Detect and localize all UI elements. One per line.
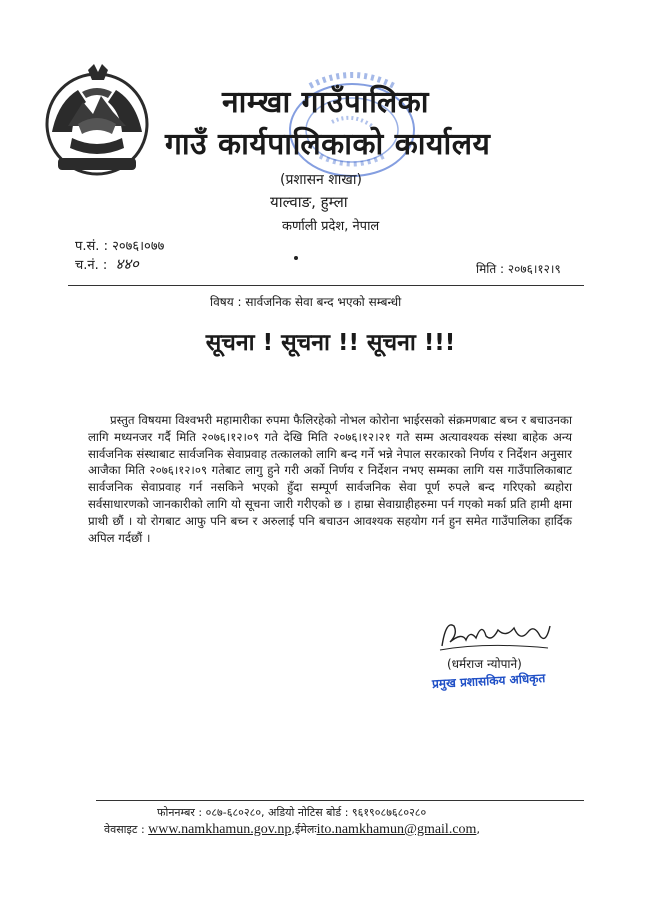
nepal-coat-of-arms-icon	[38, 62, 156, 180]
dispatch-number-value: ४४०	[115, 255, 139, 273]
municipality-name: नाम्खा गाउँपालिका	[222, 85, 430, 120]
footer-phone: फोननम्बर : ०८७-६८०२८०, अडियो नोटिस बोर्ड : ९६१९०८७६८०२८०	[157, 806, 427, 819]
letter-subject: विषय : सार्वजनिक सेवा बन्द भएको सम्बन्धी	[210, 295, 402, 309]
signatory-name: (धर्मराज न्योपाने)	[447, 657, 522, 671]
date-label: मिति :	[476, 262, 505, 276]
website-link[interactable]: www.namkhamun.gov.np	[148, 822, 292, 837]
office-name: गाउँ कार्यपालिकाको कार्यालय	[165, 127, 491, 162]
stray-mark	[294, 256, 298, 260]
email-label: ,ईमेलः	[291, 823, 317, 836]
notice-heading: सूचना ! सूचना !! सूचना !!!	[205, 330, 456, 356]
letter-date	[476, 260, 561, 277]
signatory-designation-stamp: प्रमुख प्रशासकिय अधिकृत	[431, 671, 546, 691]
footer-trailing: ,	[476, 823, 480, 836]
date-value: २०७६।१२।९	[507, 262, 561, 276]
ref-number-label: प.सं. :	[75, 239, 108, 254]
handwritten-signature	[436, 612, 554, 656]
footer-contact	[104, 822, 480, 838]
ref-number-value: २०७६।०७७	[112, 239, 165, 254]
header-divider	[68, 285, 584, 286]
footer-divider	[96, 800, 584, 801]
office-province: कर्णाली प्रदेश, नेपाल	[282, 219, 380, 234]
dispatch-number	[75, 254, 139, 274]
notice-body: प्रस्तुत विषयमा विश्वभरी महामारीका रुपमा फैलिरहेको नोभल कोरोना भाईरसको संक्रमणबाट बच्न र बचाउनका लागि मध्यनजर गर्दै मिति २०७६।१२।०९ गते देखि मिति २०७६।१२।२१ गते सम्म अत्यावश्यक संस्था बाहेक अन्य सार्वजनिक संस्थाबाट सार्वजनिक सेवाप्रवाह तत्कालको लागि बन्द गर्ने भन्ने नेपाल सरकारको निर्णय र निर्देशन अनुसार आजैका मिति २०७६।१२।०९ गतेबाट लागु हुने गरी अर्को निर्णय र निर्देशन नभए सम्मका लागि यस गाउँपालिकाबाट सार्वजनिक सेवाप्रवाह गर्न नसकिने भएको हुँदा सम्पूर्ण सार्वजनिक सेवा पूर्ण रुपले बन्द गरिएको ब्यहोरा सर्वसाधारणको जानकारीको लागि यो सूचना जारी गरीएको छ । हाम्रा सेवाग्राहीहरुमा पर्न गएको मर्का प्रति हामी क्षमा प्राथी छौं । यो रोगबाट आफु पनि बच्न र अरुलाई पनि बचाउन आवश्यक सहयोग गर्न हुन समेत गाउँपालिका हार्दिक अपिल गर्दछौं ।	[88, 413, 572, 545]
dispatch-number-label: च.नं. :	[75, 258, 108, 273]
email-link[interactable]: ito.namkhamun@gmail.com	[316, 822, 477, 837]
section-name: (प्रशासन शाखा)	[280, 172, 362, 188]
website-label: वेवसाइट :	[104, 823, 145, 836]
office-location: याल्वाङ, हुम्ला	[270, 193, 348, 211]
letter-ref-number	[75, 236, 164, 254]
